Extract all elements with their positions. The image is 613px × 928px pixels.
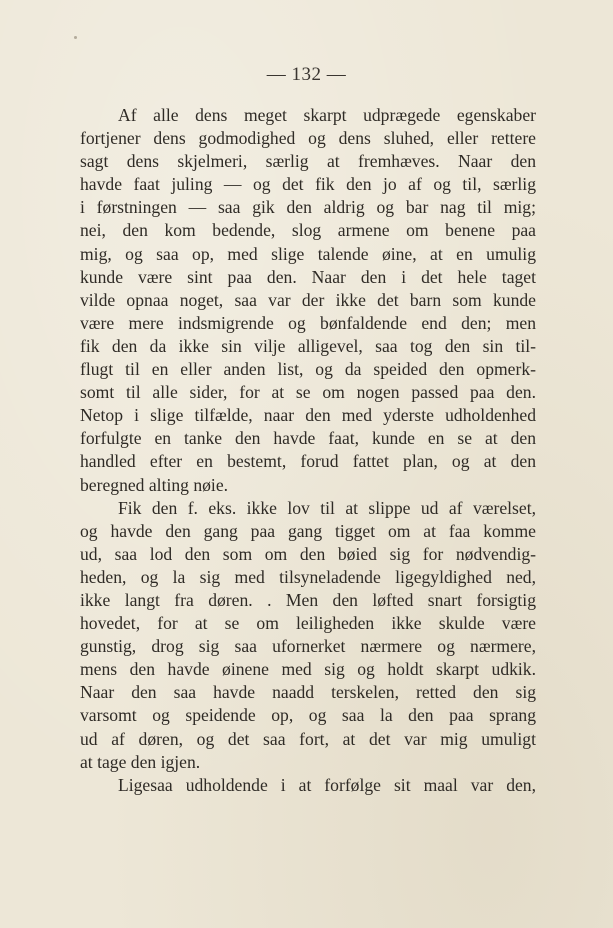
text-line: Netop i slige tilfælde, naar den med yderste udholdenhed — [80, 405, 536, 426]
text-line: være mere indsmigrende og bønfaldende end den; men — [80, 312, 536, 333]
text-line: og havde den gang paa gang tigget om at faa komme — [80, 520, 536, 541]
text-line: at tage den igjen. — [80, 751, 201, 772]
text-line: Naar den saa havde naadd terskelen, retted den sig — [80, 682, 536, 703]
text-line: Ligesaa udholdende i at forfølge sit maal var den, — [118, 774, 536, 795]
text-line: havde faat juling — og det fik den jo af og til, særlig — [80, 174, 536, 195]
text-line: ud, saa lod den som om den bøied sig for nødvendig- — [80, 543, 536, 564]
text-line: mens den havde øinene med sig og holdt skarpt udkik. — [80, 659, 536, 680]
text-line: vilde opnaa noget, saa var der ikke det barn som kunde — [80, 289, 536, 310]
text-line: Fik den f. eks. ikke lov til at slippe ud af værelset, — [118, 497, 536, 518]
text-line: heden, og la sig med tilsyneladende ligegyldighed ned, — [80, 566, 536, 587]
text-line: ikke langt fra døren. . Men den løfted snart forsigtig — [80, 589, 536, 610]
text-line: varsomt og speidende op, og saa la den paa sprang — [80, 705, 536, 726]
text-line: fik den da ikke sin vilje alligevel, saa tog den sin til- — [80, 335, 536, 356]
text-line: sagt dens skjelmeri, særlig at fremhæves. Naar den — [80, 151, 536, 172]
text-line: flugt til en eller anden list, og da speided den opmerk- — [80, 359, 536, 380]
text-line: mig, og saa op, med slige talende øine, at en umulig — [80, 243, 536, 264]
page-number: — 132 — — [266, 64, 347, 85]
paper-speck — [74, 36, 77, 39]
text-line: fortjener dens godmodighed og dens sluhed, eller rettere — [80, 128, 536, 149]
text-line: i førstningen — saa gik den aldrig og bar nag til mig; — [80, 197, 536, 218]
text-line: handled efter en bestemt, forud fattet plan, og at den — [80, 451, 536, 472]
text-line: forfulgte en tanke den havde faat, kunde en se at den — [80, 428, 536, 449]
text-line: ud af døren, og det saa fort, at det var mig umuligt — [80, 728, 536, 749]
text-line: Af alle dens meget skarpt udprægede egenskaber — [118, 105, 536, 125]
text-line: hovedet, for at se om leiligheden ikke skulde være — [80, 613, 536, 634]
text-line: beregned alting nøie. — [80, 474, 229, 495]
text-line: gunstig, drog sig saa ufornerket nærmere og nærmere, — [80, 636, 536, 657]
text-line: nei, den kom bedende, slog armene om benene paa — [80, 220, 536, 241]
text-line: somt til alle sider, for at se om nogen passed paa den. — [80, 382, 536, 403]
text-line: kunde være sint paa den. Naar den i det hele taget — [80, 266, 536, 287]
body-text — [80, 104, 536, 797]
